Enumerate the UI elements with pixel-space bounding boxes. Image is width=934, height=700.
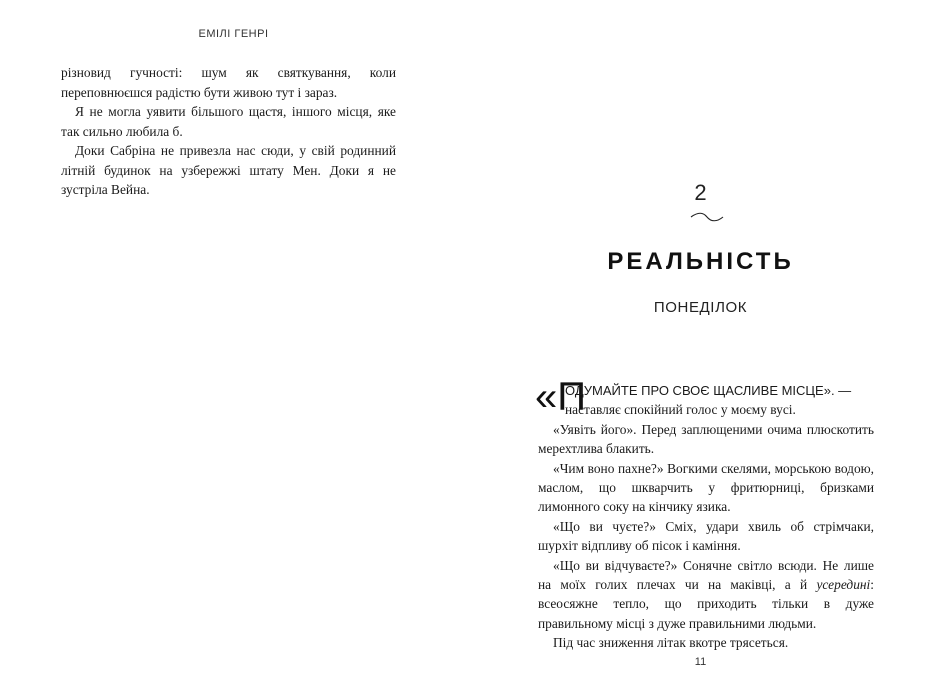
page-number: 11 (694, 656, 707, 668)
paragraph: «Що ви чуєте?» Сміх, удари хвиль об стрімчаки, шурхіт відпливу об пісок і каміння. (538, 518, 874, 554)
paragraph: Доки Сабріна не привезла нас сюди, у свій родинний літній будинок на узбережжі штату Мен. Доки я не зустріла Вейна. (61, 143, 396, 197)
paragraph: «Уявіть його». Перед заплющеними очима плюскотить мерехтлива блакить. (538, 421, 874, 457)
right-body-text (535, 375, 874, 653)
paragraph: «Чим воно пахне?» Вогкими скелями, морською водою, маслом, що шкварчить у фритюрниці, бризками лимонного соку на кінчику язика. (538, 460, 874, 515)
chapter-subtitle: ПОНЕДІЛОК (653, 299, 748, 316)
paragraph: різновид гучності: шум як святкування, коли переповнюєшся радістю бути живою тут і зараз. (61, 65, 396, 100)
paragraph: Я не могла уявити більшого щастя, іншого місця, яке так сильно любила б. (61, 104, 396, 139)
chapter-title: РЕАЛЬНІСТЬ (607, 248, 794, 275)
opening-small-caps: ОДУМАЙТЕ ПРО СВОЄ ЩАСЛИВЕ МІСЦЕ». — (565, 383, 852, 398)
drop-cap: «П (535, 375, 586, 419)
italic-word: усередині (816, 577, 871, 593)
right-page (467, 0, 934, 700)
left-body-text (61, 63, 396, 200)
paragraph-text: «Що ви відчуваєте?» Сонячне світло всюди. Не лише на моїх голих плечах чи на маківці, а й (538, 557, 874, 593)
running-head-author: ЕМІЛІ ГЕНРІ (198, 28, 269, 40)
paragraph: Під час зниження літак вкотре трясеться. (553, 635, 789, 651)
paragraph (538, 556, 874, 634)
swash-ornament-icon (690, 211, 724, 223)
paragraph: наставляє спокійний голос у моєму вусі. (565, 402, 796, 418)
paragraph-text: : всеосяжне тепло, що приходить тільки в дуже правильному місці з дуже правильними людьми. (538, 577, 874, 631)
chapter-number: 2 (694, 180, 707, 205)
